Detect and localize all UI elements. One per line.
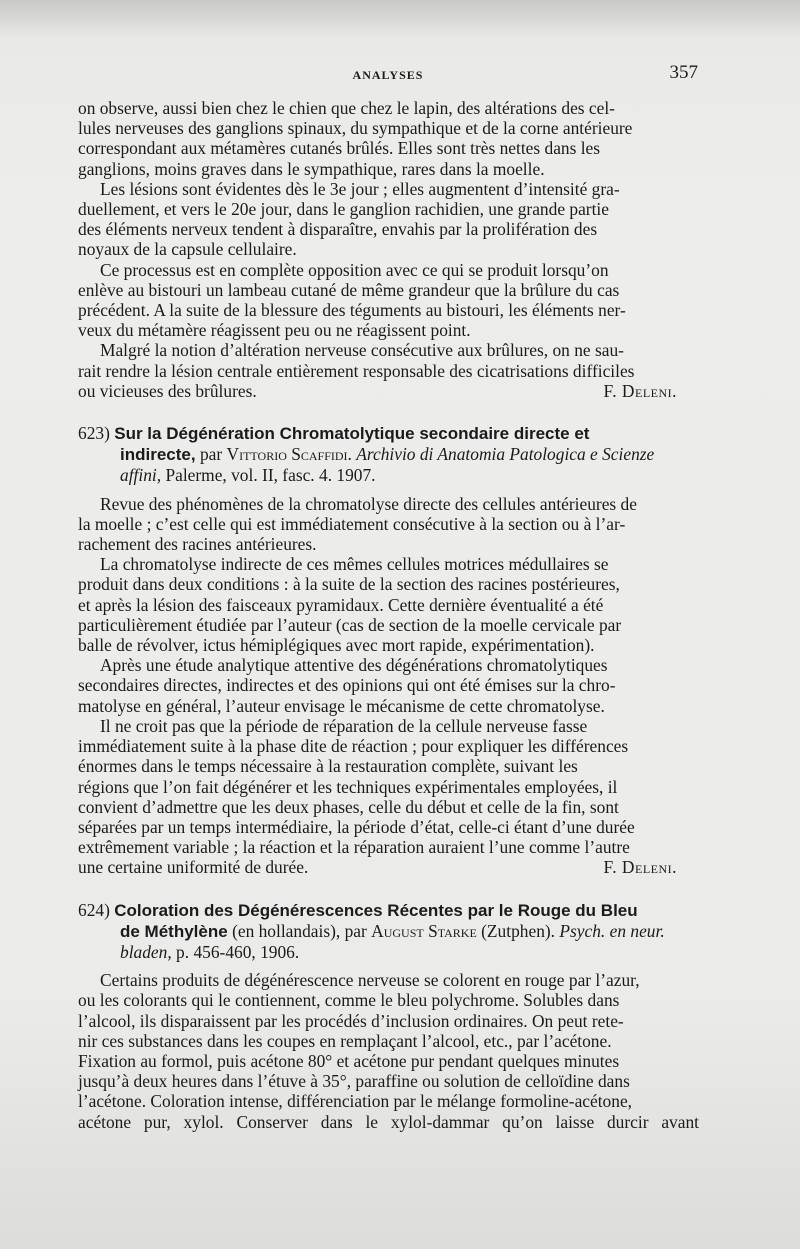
text-line: jusqu’à deux heures dans l’étuve à 35°, paraffine ou solution de celloïdine dans [78, 1071, 630, 1092]
text-line: rait rendre la lésion centrale entièrement responsable des cicatrisations difficiles [78, 360, 635, 381]
text-line: des éléments nerveux tendent à disparaître, envahis par la prolifération des [78, 219, 598, 240]
page-body [78, 98, 699, 1132]
entry-previous [78, 98, 699, 401]
text-line: secondaires directes, indirectes et des opinions qui ont été émises sur la chro- [78, 675, 616, 696]
entry-624 [78, 900, 699, 1132]
journal-name-cont: bladen, [120, 941, 172, 962]
text-line: régions que l’on fait dégénérer et les techniques expérimentales employées, il [78, 776, 618, 797]
text-line: acétone pur, xylol. Conserver dans le xylol-dammar qu’on laisse durcir avant [78, 1111, 699, 1132]
entry-title-cont: de Méthylène [120, 921, 228, 941]
by-word: par [199, 444, 223, 465]
entry-title: Coloration des Dégénérescences Récentes par le Rouge du Bleu [114, 900, 638, 920]
text-line: on observe, aussi bien chez le chien que chez le lapin, des altérations des cel- [78, 98, 615, 118]
text-line: la moelle ; c’est celle qui est immédiatement consécutive à la section ou à l’ar- [78, 513, 626, 534]
entry-title-cont: indirecte, [120, 445, 196, 465]
entry-number: 624) [78, 899, 110, 920]
signature: F. Deleni. [603, 380, 677, 401]
author-name: Vittorio Scaffidi. [226, 444, 352, 465]
text-line: Certains produits de dégénérescence nerveuse se colorent en rouge par l’azur, [100, 970, 640, 991]
text-line: et après la lésion des faisceaux pyramidaux. Cette dernière éventualité a été [78, 594, 604, 615]
text-line: une certaine uniformité de durée. [78, 857, 309, 878]
text-line: précédent. A la suite de la blessure des téguments au bistouri, les éléments ner- [78, 300, 626, 321]
text-line: convient d’admettre que les deux phases, celle du début et celle de la fin, sont [78, 796, 619, 817]
text-line: extrêmement variable ; la réaction et la réparation auraient l’une comme l’autre [78, 837, 630, 858]
text-line: l’alcool, ils disparaissent par les procédés d’inclusion ordinaires. On peut rete- [78, 1010, 624, 1031]
text-line: Après une étude analytique attentive des dégénérations chromatolytiques [100, 655, 608, 676]
text-line: séparées par un temps intermédiaire, la période d’état, celle-ci étant d’une durée [78, 816, 635, 837]
reference: Palerme, vol. II, fasc. 4. 1907. [165, 465, 376, 486]
signature-line [78, 381, 699, 401]
entry-heading [78, 423, 699, 486]
text-line: Fixation au formol, puis acétone 80° et acétone pur pendant quelques minutes [78, 1050, 620, 1071]
text-line: Les lésions sont évidentes dès le 3e jour ; elles augmentent d’intensité gra- [100, 178, 620, 199]
text-line: noyaux de la capsule cellulaire. [78, 239, 297, 260]
text-line: Il ne croit pas que la période de réparation de la cellule nerveuse fasse [100, 715, 588, 736]
journal-name: Psych. en neur. [559, 920, 665, 941]
text-line: particulièrement étudiée par l’auteur (cas de section de la moelle cervicale par [78, 614, 622, 635]
text-line: duellement, et vers le 20e jour, dans le ganglion rachidien, une grande partie [78, 199, 609, 220]
reference: p. 456-460, 1906. [176, 941, 300, 962]
text-line: lules nerveuses des ganglions spinaux, du sympathique et de la corne antérieure [78, 118, 633, 139]
text-line: Revue des phénomènes de la chromatolyse directe des cellules antérieures de [100, 493, 637, 514]
entry-623 [78, 423, 699, 877]
entry-title: Sur la Dégénération Chromatolytique secondaire directe et [114, 424, 590, 444]
text-line: ou vicieuses des brûlures. [78, 380, 257, 401]
author-place: (Zutphen). [481, 920, 556, 941]
text-line: balle de révolver, ictus hémiplégiques avec mort rapide, expérimentation). [78, 635, 595, 656]
running-head: ANALYSES [352, 68, 424, 82]
entry-heading [78, 900, 699, 963]
text-line: Malgré la notion d’altération nerveuse consécutive aux brûlures, on ne sau- [100, 340, 624, 361]
text-line: correspondant aux métamères cutanés brûlés. Elles sont très nettes dans les [78, 138, 601, 159]
text-line: produit dans deux conditions : à la suite de la section des racines postérieures, [78, 574, 620, 595]
text-line: matolyse en général, l’auteur envisage le mécanisme de cette chromatolyse. [78, 695, 605, 716]
page-header [78, 62, 698, 88]
journal-name-cont: affini, [120, 465, 162, 486]
text-line: Ce processus est en complète opposition avec ce qui se produit lorsqu’on [100, 259, 609, 280]
journal-name: Archivio di Anatomia Patologica e Scienze [356, 444, 655, 465]
text-line: immédiatement suite à la phase dite de réaction ; pour expliquer les différences [78, 736, 629, 757]
text-line: ou les colorants qui le contiennent, comme le bleu polychrome. Solubles dans [78, 990, 620, 1011]
text-line: énormes dans le temps nécessaire à la restauration complète, suivant les [78, 756, 578, 777]
signature: F. Deleni. [603, 857, 677, 878]
signature-line [78, 857, 699, 877]
text-line: veux du métamère réagissent peu ou ne réagissent point. [78, 320, 471, 341]
text-line: La chromatolyse indirecte de ces mêmes cellules motrices médullaires se [100, 554, 609, 575]
text-line: ganglions, moins graves dans le sympathique, rares dans la moelle. [78, 158, 545, 179]
page-number: 357 [669, 62, 698, 83]
entry-number: 623) [78, 423, 110, 444]
text-line: l’acétone. Coloration intense, différenciation par le mélange formoline-acétone, [78, 1091, 633, 1112]
text-line: nir ces substances dans les coupes en remplaçant l’alcool, etc., par l’acétone. [78, 1030, 612, 1051]
author-name: August Starke [371, 920, 477, 941]
text-line: rachement des racines antérieures. [78, 534, 317, 555]
language-note: (en hollandais), par [232, 920, 367, 941]
text-line: enlève au bistouri un lambeau cutané de même grandeur que la brûlure du cas [78, 279, 620, 300]
